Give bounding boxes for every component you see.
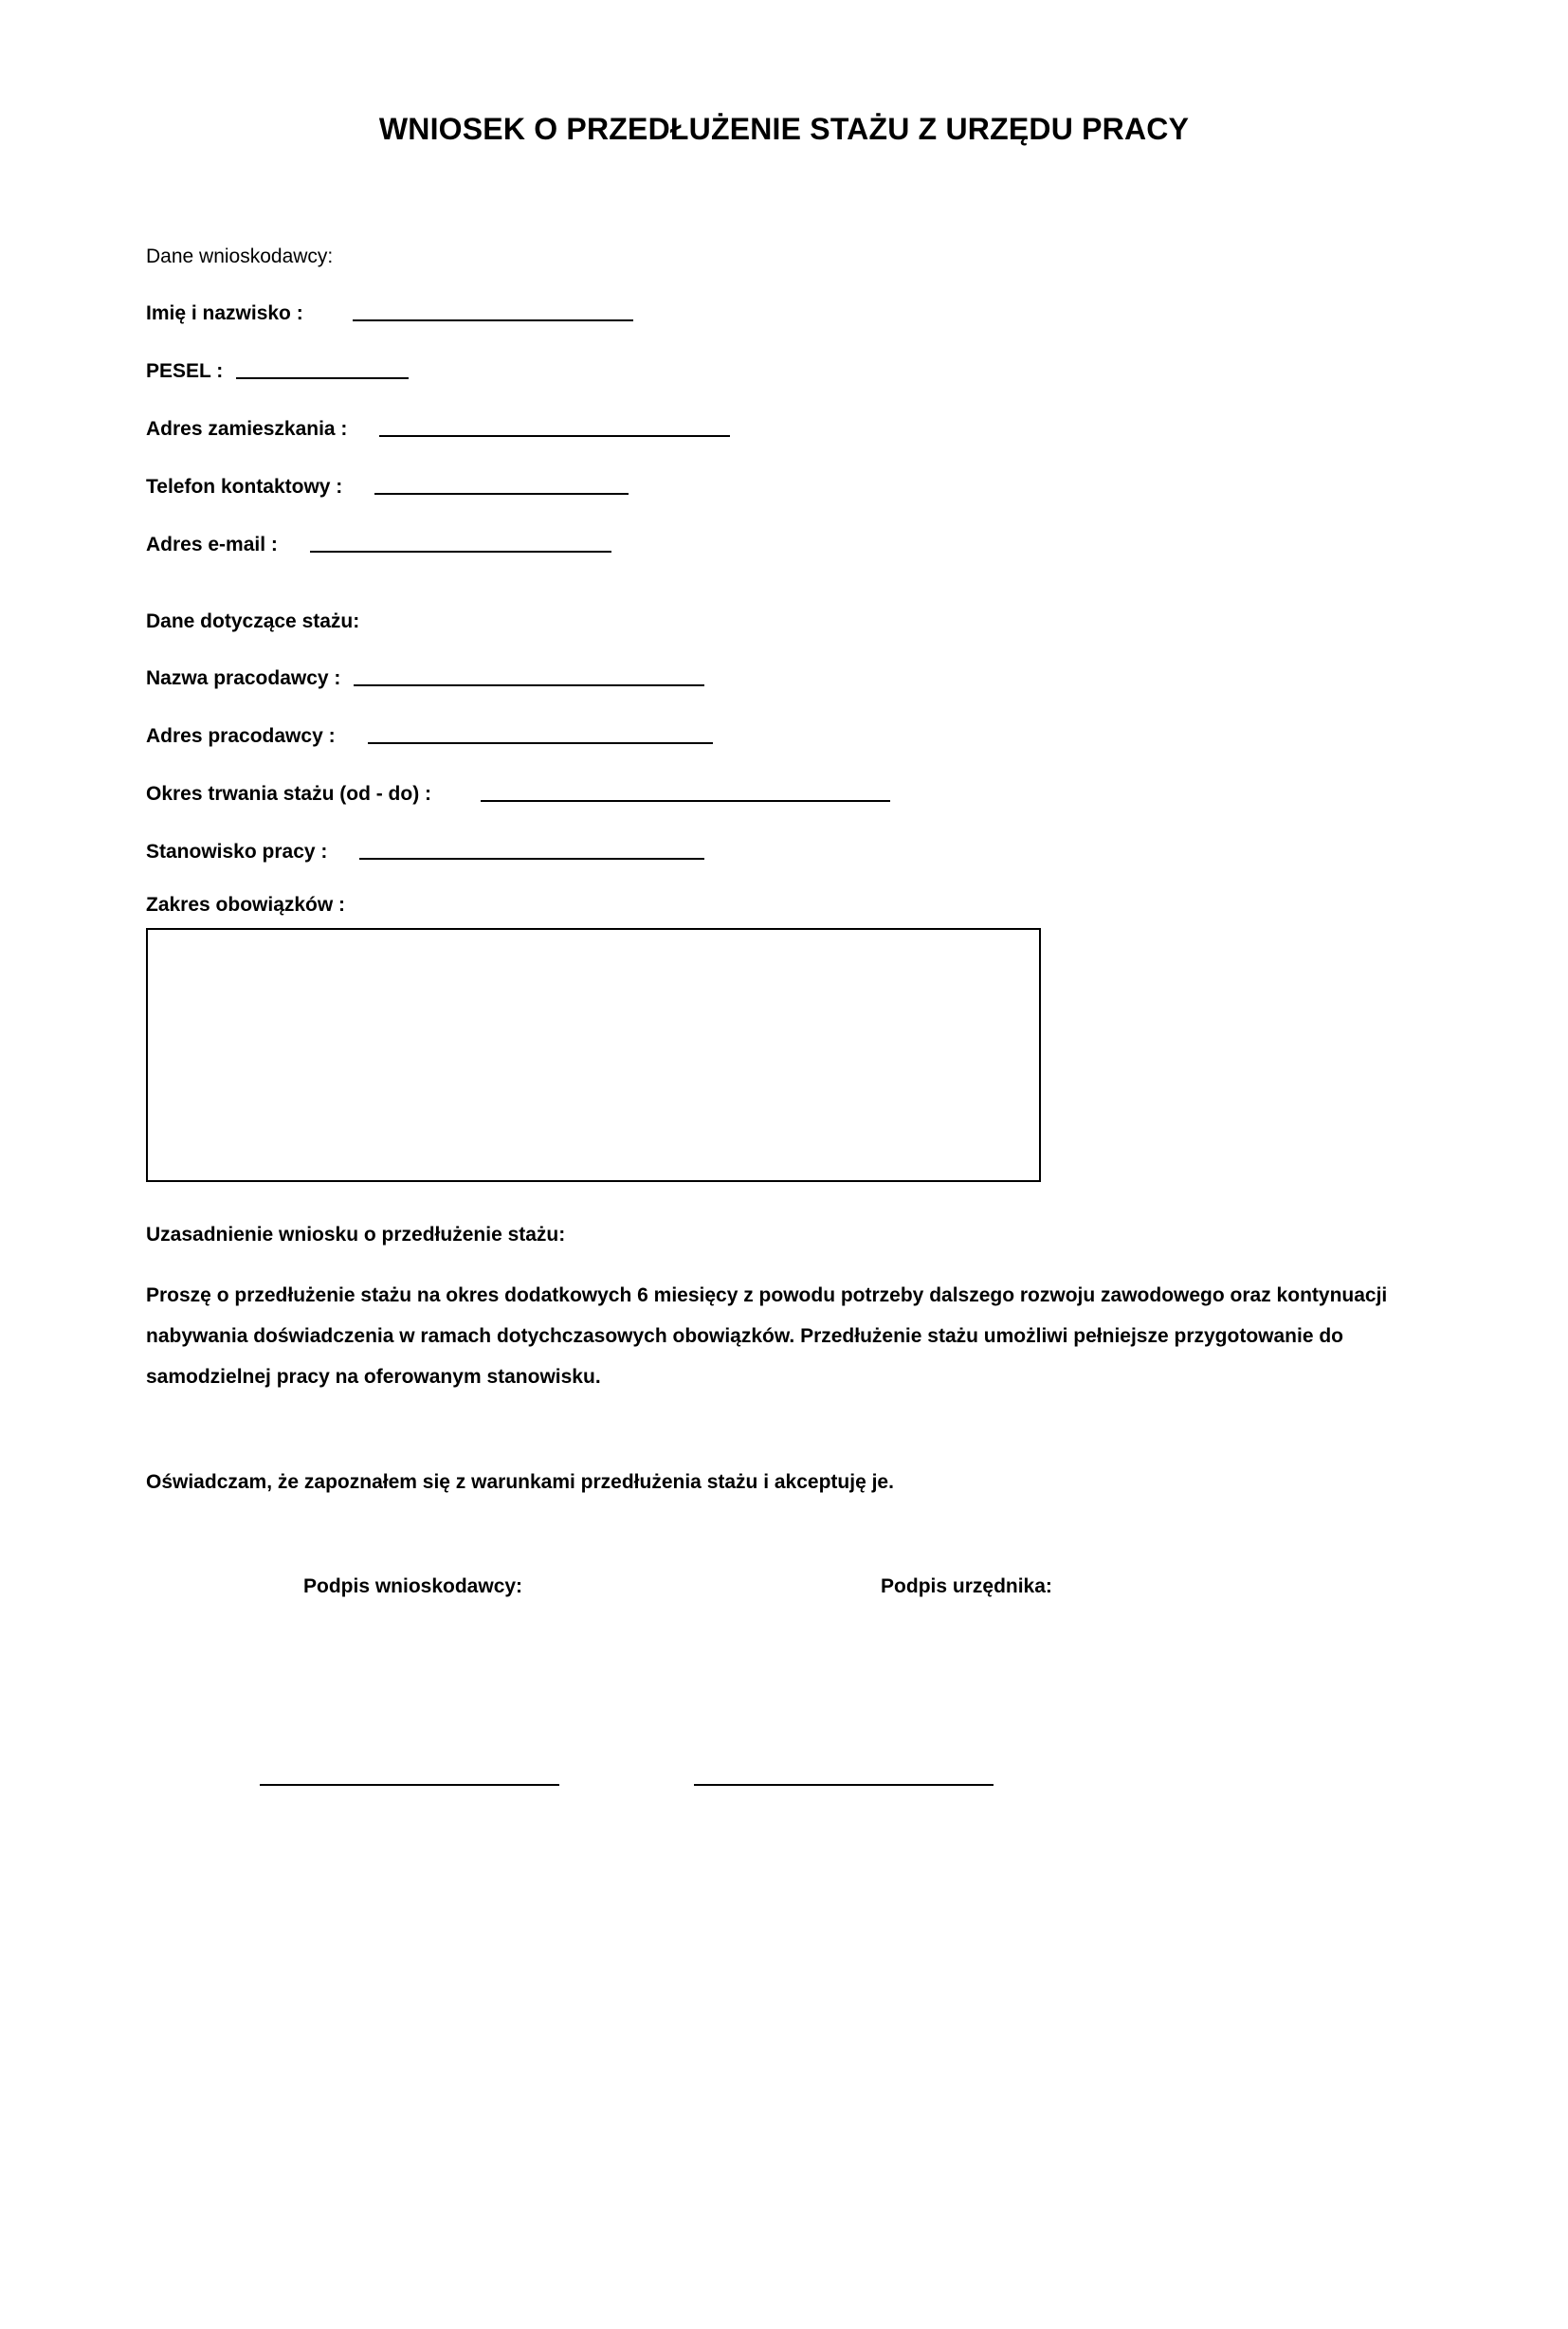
field-input-position[interactable] [359, 858, 704, 860]
field-label-duties: Zakres obowiązków : [146, 894, 346, 916]
applicant-section-heading: Dane wnioskodawcy: [146, 246, 334, 267]
field-label-employer-address: Adres pracodawcy : [146, 725, 336, 747]
signature-line-applicant[interactable] [260, 1784, 559, 1786]
field-label-employer-name: Nazwa pracodawcy : [146, 667, 341, 689]
page-title: WNIOSEK O PRZEDŁUŻENIE STAŻU Z URZĘDU PRACY [378, 112, 1190, 146]
field-label-address: Adres zamieszkania : [146, 418, 348, 440]
field-input-duties[interactable] [146, 928, 1041, 1182]
field-row-employer-name [146, 663, 1426, 691]
field-input-phone[interactable] [374, 493, 629, 495]
field-row-position [146, 836, 1426, 864]
document-body [146, 246, 1426, 1786]
declaration-text: Oświadczam, że zapoznałem się z warunkami przedłużenia stażu i akceptuję je. [146, 1471, 894, 1493]
field-row-address [146, 413, 1426, 442]
field-row-full-name [146, 298, 1426, 326]
field-label-phone: Telefon kontaktowy : [146, 476, 343, 498]
internship-section-heading: Dane dotyczące stażu: [146, 610, 360, 632]
field-row-employer-address [146, 720, 1426, 749]
field-input-address[interactable] [379, 435, 730, 437]
signature-label-applicant: Podpis wnioskodawcy: [303, 1575, 523, 1597]
field-label-email: Adres e-mail : [146, 534, 278, 555]
field-input-full-name[interactable] [353, 319, 633, 321]
field-input-pesel[interactable] [236, 377, 409, 379]
field-label-pesel: PESEL : [146, 360, 224, 382]
document-page [0, 112, 1568, 2329]
signature-label-official: Podpis urzędnika: [881, 1575, 1052, 1597]
field-input-employer-address[interactable] [368, 742, 713, 744]
field-input-internship-period[interactable] [481, 800, 890, 802]
field-row-phone [146, 471, 1426, 500]
justification-heading: Uzasadnienie wniosku o przedłużenie stażu: [146, 1224, 566, 1246]
signature-labels [146, 1575, 1426, 1598]
field-row-email [146, 529, 1426, 557]
signature-line-official[interactable] [694, 1784, 994, 1786]
justification-text: Proszę o przedłużenie stażu na okres dodatkowych 6 miesięcy z powodu potrzeby dalszego rozwoju zawodowego oraz kontynuacji nabywania doświadczenia w ramach dotychczasowych obowiązków. Przedłużenie stażu umożliwi pełniejsze przygotowanie do samodzielnej pracy na oferowanym stanowisku. [146, 1284, 1388, 1388]
field-label-position: Stanowisko pracy : [146, 841, 328, 863]
field-row-pesel [146, 355, 1426, 384]
signature-lines [146, 1784, 1426, 1786]
field-input-email[interactable] [310, 551, 611, 553]
field-row-internship-period [146, 778, 1426, 807]
field-input-employer-name[interactable] [354, 684, 704, 686]
field-label-full-name: Imię i nazwisko : [146, 302, 303, 324]
field-label-internship-period: Okres trwania stażu (od - do) : [146, 783, 432, 805]
